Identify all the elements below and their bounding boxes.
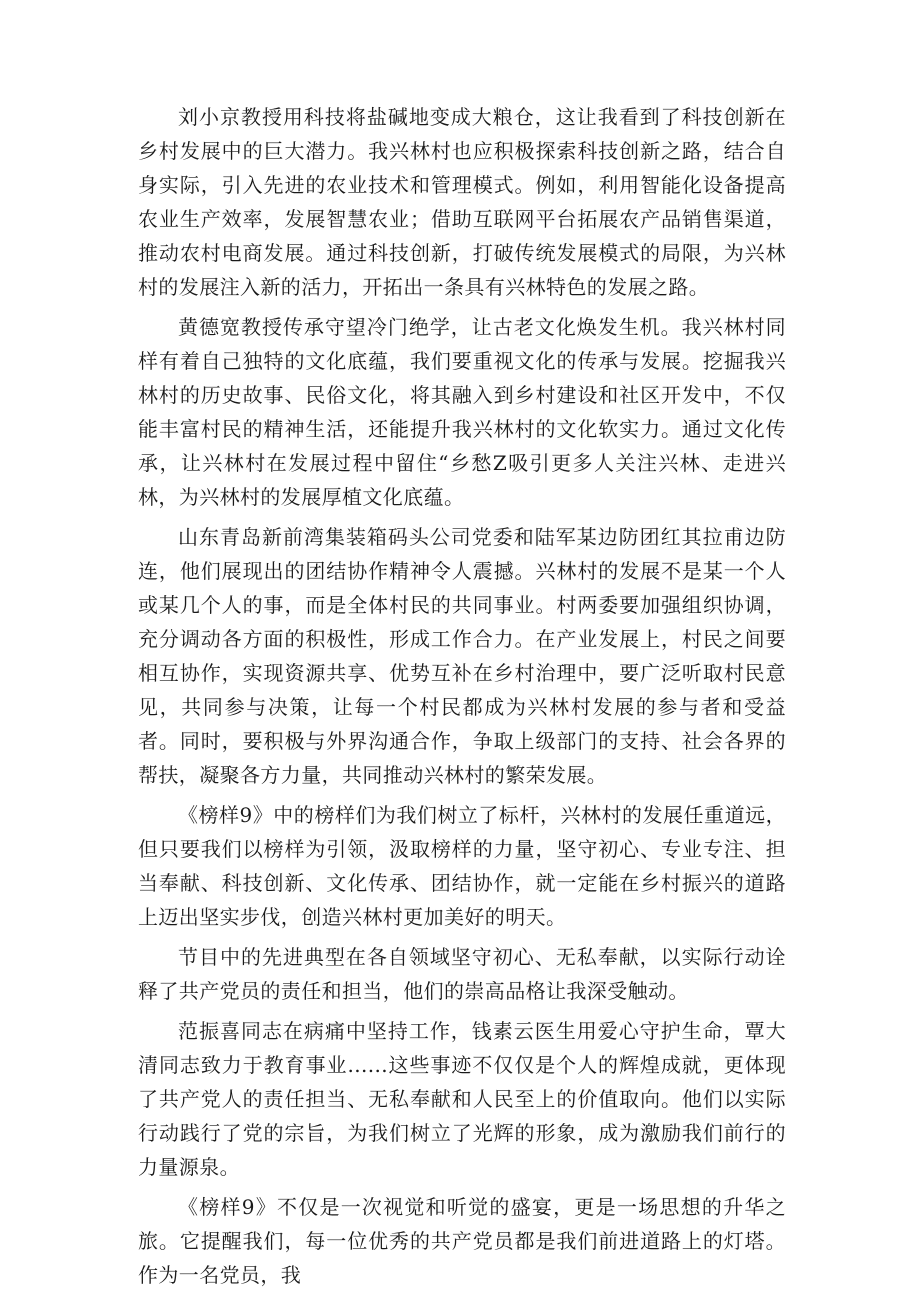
paragraph-4: 《榜样9》中的榜样们为我们树立了标杆，兴林村的发展任重道远，但只要我们以榜样为引领，汲取榜样的力量，坚守初心、专业专注、担当奉献、科技创新、文化传承、团结协作，就一定能在乡村振兴的道路上迈出坚实步伐，创造兴林村更加美好的明天。 [138, 803, 786, 929]
paragraph-5: 节目中的先进典型在各自领域坚守初心、无私奉献，以实际行动诠释了共产党员的责任和担当，他们的崇高品格让我深受触动。 [138, 945, 786, 1003]
paragraph-1: 刘小京教授用科技将盐碱地变成大粮仓，这让我看到了科技创新在乡村发展中的巨大潜力。我兴林村也应积极探索科技创新之路，结合自身实际，引入先进的农业技术和管理模式。例如，利用智能化设备提高农业生产效率，发展智慧农业；借助互联网平台拓展农产品销售渠道，推动农村电商发展。通过科技创新，打破传统发展模式的局限，为兴林村的发展注入新的活力，开拓出一条具有兴林特色的发展之路。 [138, 105, 786, 299]
paragraph-7: 《榜样9》不仅是一次视觉和听觉的盛宴，更是一场思想的升华之旅。它提醒我们，每一位优秀的共产党员都是我们前进道路上的灯塔。作为一名党员，我 [138, 1195, 786, 1287]
document-body [138, 100, 786, 1298]
paragraph-3: 山东青岛新前湾集装箱码头公司党委和陆军某边防团红其拉甫边防连，他们展现出的团结协作精神令人震撼。兴林村的发展不是某一个人或某几个人的事，而是全体村民的共同事业。村两委要加强组织协调，充分调动各方面的积极性，形成工作合力。在产业发展上，村民之间要相互协作，实现资源共享、优势互补在乡村治理中，要广泛听取村民意见，共同参与决策，让每一个村民都成为兴林村发展的参与者和受益者。同时，要积极与外界沟通合作，争取上级部门的支持、社会各界的帮扶，凝聚各方力量，共同推动兴林村的繁荣发展。 [138, 525, 786, 787]
paragraph-6: 范振喜同志在病痛中坚持工作，钱素云医生用爱心守护生命，覃大清同志致力于教育事业......这些事迹不仅仅是个人的辉煌成就，更体现了共产党人的责任担当、无私奉献和人民至上的价值取向。他们以实际行动践行了党的宗旨，为我们树立了光辉的形象，成为激励我们前行的力量源泉。 [138, 1019, 786, 1179]
paragraph-2: 黄德宽教授传承守望冷门绝学，让古老文化焕发生机。我兴林村同样有着自己独特的文化底蕴，我们要重视文化的传承与发展。挖掘我兴林村的历史故事、民俗文化，将其融入到乡村建设和社区开发中，不仅能丰富村民的精神生活，还能提升我兴林村的文化软实力。通过文化传承，让兴林村在发展过程中留住“乡愁Z吸引更多人关注兴林、走进兴林，为兴林村的发展厚植文化底蕴。 [138, 315, 786, 509]
